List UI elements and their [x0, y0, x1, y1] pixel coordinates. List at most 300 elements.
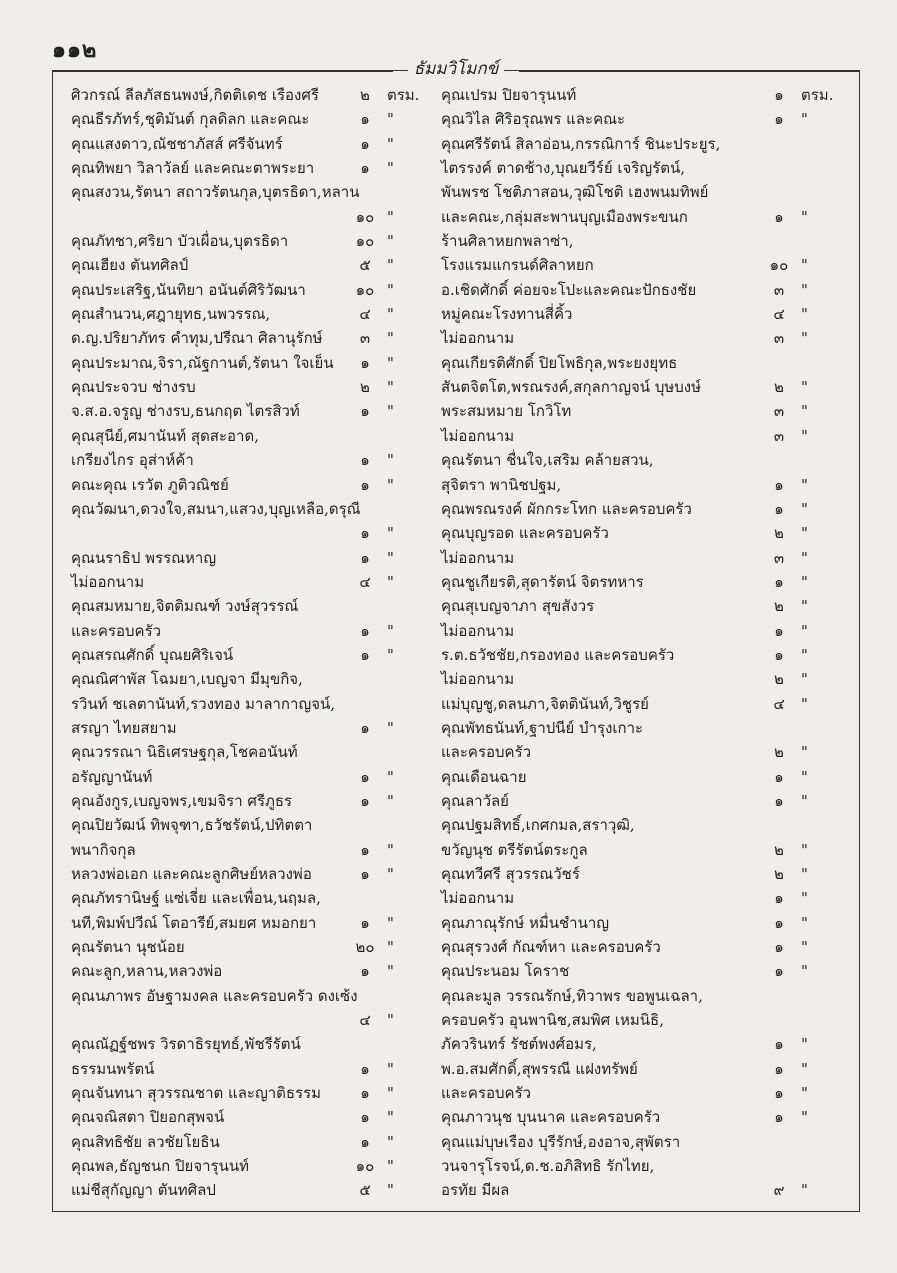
donor-row	[441, 1105, 841, 1129]
donor-name: คุณทิพยา วิลาวัลย์ และคณะตาพระยา	[71, 159, 315, 178]
donor-name: คุณณิศาพัส โฉมยา,เบญจา มีมุขกิจ,	[71, 670, 303, 689]
donation-unit	[801, 229, 841, 253]
donor-name: คุณภาวนุช บุนนาค และครอบครัว	[441, 1108, 661, 1127]
content-frame	[52, 59, 860, 1212]
donation-unit: "	[387, 621, 394, 640]
donation-amount	[757, 813, 801, 837]
donation-amount: ๑	[360, 1084, 370, 1103]
donation-unit: "	[387, 475, 394, 494]
donation-unit: "	[801, 743, 808, 762]
donation-amount	[757, 156, 801, 180]
donation-amount: ๑	[774, 110, 784, 129]
donation-amount: ๑	[360, 865, 370, 883]
donor-name: คุณเกียรติศักดิ์ ปิยโพธิกุล,พระยงยุทธ	[441, 353, 678, 372]
donation-amount: ๑	[774, 475, 784, 494]
donation-unit: "	[387, 280, 394, 299]
donor-row	[71, 1081, 423, 1105]
donation-unit	[801, 448, 841, 472]
donation-unit	[387, 813, 423, 837]
donation-unit: "	[801, 548, 808, 567]
donor-name: ไม่ออกนาม	[441, 426, 515, 445]
donation-amount: ๑	[774, 938, 784, 957]
donation-amount: ๑	[360, 645, 370, 664]
donation-unit: "	[801, 329, 808, 348]
donor-row	[441, 838, 841, 862]
donor-name: คณะคุณ เรวัต ภูติวณิชย์	[71, 475, 229, 494]
donation-amount: ๒	[360, 378, 370, 397]
donation-unit: "	[801, 524, 808, 543]
donation-unit: "	[801, 913, 808, 932]
donation-amount: ๑	[774, 1084, 784, 1103]
donor-name: จ.ส.อ.จรูญ ช่างรบ,ธนกฤต ไตรสิวท์	[71, 402, 300, 421]
donation-unit: "	[387, 1108, 394, 1127]
donor-row	[71, 399, 423, 423]
donation-amount	[757, 132, 801, 156]
donor-name: คุณจันทนา สุวรรณชาต และญาติธรรม	[71, 1084, 322, 1103]
donor-row	[441, 132, 841, 156]
donation-unit: "	[801, 938, 808, 957]
donation-unit: "	[801, 1181, 808, 1200]
donor-name: คุณประนอม โคราช	[441, 962, 570, 981]
donation-amount: ๑	[774, 1108, 784, 1127]
donor-name: หมู่คณะโรงทานสี่คิ้ว	[441, 305, 573, 324]
donor-row	[441, 959, 841, 983]
donor-name: แม่บุญชู,ดลนภา,จิตตินันท์,วิชูรย์	[441, 694, 649, 713]
donation-unit: "	[387, 110, 394, 129]
donor-row	[441, 667, 841, 691]
donor-row	[441, 326, 841, 350]
donation-amount: ๑	[774, 1059, 784, 1078]
donor-name: คุณสุนีย์,ศมานันท์ สุดสะอาด,	[71, 426, 259, 445]
donation-unit	[387, 740, 423, 764]
donation-amount	[358, 984, 402, 1008]
donation-unit: "	[387, 865, 394, 883]
donor-name	[71, 521, 343, 545]
donor-row	[71, 156, 423, 180]
donation-unit: "	[801, 475, 808, 494]
donation-amount: ๒	[360, 86, 370, 104]
donor-name: ร้านศิลาหยกพลาซ่า,	[441, 232, 574, 251]
donor-name: คุณเปรม ปิยจารุนนท์	[441, 86, 577, 104]
donation-amount: ๔	[359, 305, 371, 324]
donor-row	[71, 984, 423, 1008]
donation-amount: ๔	[773, 694, 785, 713]
donation-amount	[757, 716, 801, 740]
donation-unit: "	[387, 938, 394, 957]
donor-name: เกรียงไกร อุส่าห์ค้า	[71, 451, 194, 470]
donation-unit	[801, 156, 841, 180]
donor-name: คุณปฐมสิทธิ์,เกศกมล,สราวุฒิ,	[441, 816, 635, 835]
donor-name: นที,พิมพ์ปวีณ์ โตอารีย์,สมยศ หมอกยา	[71, 913, 317, 932]
donation-unit: "	[387, 402, 394, 421]
donation-unit: "	[801, 840, 808, 859]
donor-row	[71, 180, 423, 204]
donor-name: คุณเดือนฉาย	[441, 767, 527, 786]
donor-name: คุณสมหมาย,จิตติมณฑ์ วงษ์สุวรรณ์	[71, 597, 299, 616]
donor-row	[71, 1057, 423, 1081]
donation-amount: ๓	[773, 280, 785, 299]
donor-row	[71, 132, 423, 156]
donation-amount: ๑	[360, 1132, 370, 1151]
donor-row	[441, 253, 841, 277]
donation-unit	[801, 132, 841, 156]
donation-amount: ๑	[774, 1035, 784, 1054]
donor-row	[441, 740, 841, 764]
donor-name: อรัญญานันท์	[71, 767, 153, 786]
donor-row	[441, 1057, 841, 1081]
donor-name: คุณประจวบ ช่างรบ	[71, 378, 196, 397]
donor-row	[441, 619, 841, 643]
donation-unit: "	[387, 159, 394, 178]
donation-amount: ๑๐	[355, 207, 375, 226]
donation-amount	[343, 886, 387, 910]
donor-name: ไม่ออกนาม	[71, 572, 145, 591]
donation-unit: "	[801, 1035, 808, 1054]
donation-amount	[757, 1154, 801, 1178]
donation-amount: ๑	[774, 889, 784, 908]
donor-row	[441, 83, 841, 107]
page-number: ๑๑๒	[52, 37, 98, 63]
donor-name: พนากิจกุล	[71, 840, 136, 859]
donation-unit: "	[801, 402, 808, 421]
donor-row	[441, 424, 841, 448]
donor-row	[441, 399, 841, 423]
donor-row	[71, 1008, 423, 1032]
donor-name: คุณละมูล วรรณรักษ์,ทิวาพร ขอพูนเฉลา,	[441, 986, 703, 1005]
donation-amount: ๑๐	[355, 232, 375, 251]
donation-amount: ๑	[360, 159, 370, 178]
donor-row	[71, 740, 423, 764]
donor-row	[71, 594, 423, 618]
donation-amount: ๒	[774, 524, 784, 543]
donor-name: คุณบุญรอด และครอบครัว	[441, 524, 609, 543]
donor-row	[71, 302, 423, 326]
donor-row	[71, 862, 423, 886]
donor-row	[71, 789, 423, 813]
donor-name: คุณพล,ธัญชนก ปิยจารุนนท์	[71, 1157, 249, 1176]
donor-name: ไม่ออกนาม	[441, 621, 515, 640]
donation-unit: "	[801, 791, 808, 810]
donor-row	[71, 448, 423, 472]
donation-amount: ๕	[359, 256, 371, 275]
donor-row	[441, 473, 841, 497]
donation-amount: ๔	[773, 305, 785, 324]
donation-amount: ๔	[359, 572, 371, 591]
donation-amount: ๓	[359, 329, 371, 348]
donor-row	[71, 326, 423, 350]
donation-unit: "	[387, 840, 394, 859]
donor-name: คุณสุรวงศ์ กัณฑ์หา และครอบครัว	[441, 938, 661, 957]
donor-row	[71, 838, 423, 862]
donor-name: คณะลูก,หลาน,หลวงพ่อ	[71, 962, 223, 981]
donor-name: ครอบครัว อุนพานิช,สมพิศ เหมนิธิ,	[441, 1011, 664, 1030]
donor-name: คุณนราธิป พรรณหาญ	[71, 548, 217, 567]
donor-row	[71, 375, 423, 399]
donor-name: คุณสำนวน,ศฎายุทธ,นพวรรณ,	[71, 305, 271, 324]
donor-name: คุณแสงดาว,ณัชชาภัสส์ ศรีจันทร์	[71, 134, 283, 153]
donor-row	[441, 375, 841, 399]
donor-row	[71, 278, 423, 302]
donor-name: คุณพรณรงค์ ผักกระโทก และครอบครัว	[441, 499, 692, 518]
donation-unit: "	[387, 572, 394, 591]
donation-amount	[343, 667, 387, 691]
donation-unit: "	[387, 524, 394, 543]
donation-amount: ๙	[773, 1181, 785, 1200]
left-column	[71, 83, 423, 1203]
donation-amount	[343, 594, 387, 618]
donor-name: คุณธีรภัทร์,ชุติมันต์ กุลดิลก และคณะ	[71, 110, 310, 129]
donation-amount: ๒	[774, 865, 784, 883]
donor-row	[71, 424, 423, 448]
donor-row	[441, 886, 841, 910]
donation-amount: ๓	[773, 402, 785, 421]
donation-unit: "	[387, 451, 394, 470]
donation-amount	[343, 813, 387, 837]
donation-unit: "	[801, 572, 808, 591]
donation-unit	[801, 351, 841, 375]
donation-amount: ๒	[774, 743, 784, 762]
donor-name: แม่ชีสุกัญญา ตันทศิลป	[71, 1181, 216, 1200]
donor-name: คุณรัตนา นุชน้อย	[71, 938, 185, 957]
donor-name: คุณประมาณ,จิรา,ณัฐกานต์,รัตนา ใจเย็น	[71, 353, 334, 372]
donor-row	[71, 1154, 423, 1178]
donor-row	[71, 497, 423, 521]
donation-amount: ๒๐	[355, 938, 375, 957]
donation-unit	[387, 886, 423, 910]
donation-amount: ๑	[360, 1059, 370, 1078]
donor-name	[71, 205, 343, 229]
donor-row	[71, 935, 423, 959]
donor-row	[441, 205, 841, 229]
donation-unit: "	[801, 256, 808, 275]
donor-name: ไม่ออกนาม	[441, 889, 515, 908]
donor-row	[441, 789, 841, 813]
donor-row	[441, 229, 841, 253]
donation-amount: ๑	[360, 353, 370, 372]
donation-unit: "	[801, 426, 808, 445]
donation-unit	[801, 716, 841, 740]
donor-name: คุณแม่บุษเรือง บุรีรักษ์,องอาจ,สุพัตรา	[441, 1132, 681, 1151]
donor-name: ไม่ออกนาม	[441, 548, 515, 567]
donation-unit: "	[801, 621, 808, 640]
donation-amount: ๑	[774, 499, 784, 518]
donor-row	[441, 497, 841, 521]
donor-row	[441, 643, 841, 667]
donation-unit: ตรม.	[801, 86, 834, 104]
donation-unit	[801, 984, 841, 1008]
donor-name: ไตรรงค์ ตาดช้าง,บุณยวีร์ย์ เจริญรัตน์,	[441, 159, 685, 178]
donation-amount: ๑	[360, 767, 370, 786]
donation-amount: ๑	[360, 451, 370, 470]
donation-amount: ๑๐	[355, 280, 375, 299]
donor-name: และครอบครัว	[71, 621, 162, 640]
donor-row	[441, 594, 841, 618]
donation-amount: ๑	[774, 207, 784, 226]
donation-amount	[757, 351, 801, 375]
donor-row	[71, 570, 423, 594]
donor-row	[441, 521, 841, 545]
donor-name: พ.อ.สมศักดิ์,สุพรรณี แฝงทรัพย์	[441, 1059, 638, 1078]
donation-amount	[359, 180, 403, 204]
donor-name: ขวัญนุช ตรีรัตน์ตระกูล	[441, 840, 588, 859]
donor-name: คุณสงวน,รัตนา สถาวรัตนกุล,บุตรธิดา,หลาน	[71, 183, 360, 202]
donation-amount: ๒	[774, 597, 784, 616]
donor-name: คุณภัทรานิษฐ์ แซ่เจี่ย และเพื่อน,นฤมล,	[71, 889, 321, 908]
donor-name: ธรรมนพรัตน์	[71, 1059, 155, 1078]
donation-unit: "	[387, 134, 394, 153]
header-title-wrap	[53, 55, 859, 82]
donor-name: ด.ญ.ปริยาภัทร คำทุม,ปรีณา ศิลานุรักษ์	[71, 329, 323, 348]
donation-unit: "	[387, 1011, 394, 1030]
donation-amount: ๓	[773, 329, 785, 348]
donor-name: คุณวรรณา นิธิเศรษฐกุล,โชคอนันท์	[71, 743, 298, 762]
donor-row	[71, 692, 423, 716]
right-column	[441, 83, 841, 1203]
donor-row	[71, 643, 423, 667]
donation-unit: "	[387, 1132, 394, 1151]
donation-unit	[403, 180, 439, 204]
donor-row	[71, 1178, 423, 1202]
donation-unit	[801, 813, 841, 837]
donor-name	[71, 1008, 343, 1032]
donor-row	[71, 351, 423, 375]
donation-unit: "	[801, 110, 808, 129]
donation-unit: "	[387, 378, 394, 397]
donation-unit: "	[801, 305, 808, 324]
donor-row	[441, 1032, 841, 1056]
donation-amount: ๓	[773, 426, 785, 445]
donation-amount: ๓	[773, 548, 785, 567]
donor-name: คุณทวีศรี สุวรรณวัชร์	[441, 865, 580, 883]
donation-unit: "	[801, 207, 808, 226]
donation-unit: "	[387, 791, 394, 810]
donation-amount	[343, 740, 387, 764]
donor-name: คุณณัฏฐ์ชพร วิรดาธิรยุทธ์,พัชรีรัตน์	[71, 1035, 301, 1054]
donation-amount: ๑	[360, 402, 370, 421]
donation-unit: "	[387, 256, 394, 275]
donor-row	[441, 1154, 841, 1178]
donor-row	[441, 351, 841, 375]
donation-amount: ๑	[774, 621, 784, 640]
donation-amount: ๑	[774, 645, 784, 664]
donation-amount: ๑	[360, 1108, 370, 1127]
donation-amount: ๒	[774, 840, 784, 859]
donor-row	[71, 521, 423, 545]
donation-unit: "	[387, 548, 394, 567]
donor-row	[71, 83, 423, 107]
donation-unit: "	[387, 353, 394, 372]
donation-unit	[801, 1154, 841, 1178]
donor-name: โรงแรมแกรนด์ศิลาหยก	[441, 256, 594, 275]
donor-name: และครอบครัว	[441, 743, 532, 762]
donor-row	[441, 813, 841, 837]
donor-row	[71, 716, 423, 740]
donation-amount: ๑	[360, 548, 370, 567]
donation-amount: ๑	[360, 840, 370, 859]
donation-unit: "	[387, 718, 394, 737]
donation-unit	[801, 1130, 841, 1154]
donor-row	[71, 1130, 423, 1154]
donation-amount: ๑	[774, 791, 784, 810]
donation-amount: ๑	[774, 86, 784, 104]
donor-name: คุณเฮียง ตันทศิลป์	[71, 256, 189, 275]
donor-row	[441, 716, 841, 740]
donor-row	[441, 156, 841, 180]
donation-unit: "	[387, 645, 394, 664]
donation-amount: ๑	[774, 572, 784, 591]
donor-name: พระสมหมาย โกวิโท	[441, 402, 572, 421]
donation-unit	[387, 594, 423, 618]
donor-name: คุณสิทธิชัย ลวชัยโยธิน	[71, 1132, 220, 1151]
donation-amount	[757, 1130, 801, 1154]
header-title: ธัมมวิโมกข์	[408, 59, 505, 79]
donation-amount: ๑	[360, 791, 370, 810]
donor-name: คุณวิไล ศิริอรุณพร และคณะ	[441, 110, 626, 129]
donor-row	[71, 107, 423, 131]
donor-row	[441, 935, 841, 959]
donation-amount: ๑	[360, 475, 370, 494]
donation-amount	[361, 497, 405, 521]
donation-amount: ๑	[360, 962, 370, 981]
donor-name: คุณรัตนา ชื่นใจ,เสริม คล้ายสวน,	[441, 451, 654, 470]
donor-row	[441, 1008, 841, 1032]
donor-row	[441, 180, 841, 204]
donor-name: คุณปิยวัฒน์ ทิพจุฑา,ธวัชรัตน์,ปทิตตา	[71, 816, 313, 835]
donation-unit: "	[801, 1108, 808, 1127]
donation-unit: "	[801, 670, 808, 689]
donor-row	[71, 205, 423, 229]
donation-unit: ตรม.	[387, 86, 420, 104]
donor-row	[71, 473, 423, 497]
donor-name: ร.ต.ธวัชชัย,กรองทอง และครอบครัว	[441, 645, 675, 664]
donor-row	[71, 1105, 423, 1129]
donor-row	[71, 546, 423, 570]
donor-name: และคณะ,กลุ่มสะพานบุญเมืองพระขนก	[441, 207, 688, 226]
donor-name: สรญา ไทยสยาม	[71, 718, 177, 737]
donor-name: สุจิตรา พานิชปฐม,	[441, 475, 562, 494]
donor-row	[441, 984, 841, 1008]
donor-name: และครอบครัว	[441, 1084, 532, 1103]
donor-row	[71, 765, 423, 789]
donor-row	[441, 692, 841, 716]
donation-unit: "	[387, 1084, 394, 1103]
donation-amount: ๒	[774, 378, 784, 397]
donor-row	[441, 1130, 841, 1154]
donor-name: คุณวัฒนา,ดวงใจ,สมนา,แสวง,บุญเหลือ,ดรุณี	[71, 499, 361, 518]
donation-unit: "	[387, 913, 394, 932]
donation-amount: ๒	[774, 670, 784, 689]
donation-unit: "	[801, 767, 808, 786]
donation-unit: "	[387, 305, 394, 324]
donor-row	[441, 1178, 841, 1202]
donor-name: อ.เชิดศักดิ์ ค่อยจะโปะและคณะปักธงชัย	[441, 280, 697, 299]
donor-name: ไม่ออกนาม	[441, 670, 515, 689]
donation-unit: "	[387, 232, 394, 251]
donation-unit	[387, 667, 423, 691]
donation-amount	[343, 692, 387, 716]
donation-unit: "	[801, 645, 808, 664]
donation-unit: "	[801, 499, 808, 518]
donation-amount: ๑	[360, 110, 370, 129]
donor-row	[71, 959, 423, 983]
donation-unit: "	[801, 378, 808, 397]
donor-row	[71, 229, 423, 253]
donation-amount: ๑๐	[769, 256, 789, 275]
donation-amount: ๑	[360, 718, 370, 737]
donation-unit	[387, 1032, 423, 1056]
donor-row	[71, 886, 423, 910]
donor-row	[71, 1032, 423, 1056]
